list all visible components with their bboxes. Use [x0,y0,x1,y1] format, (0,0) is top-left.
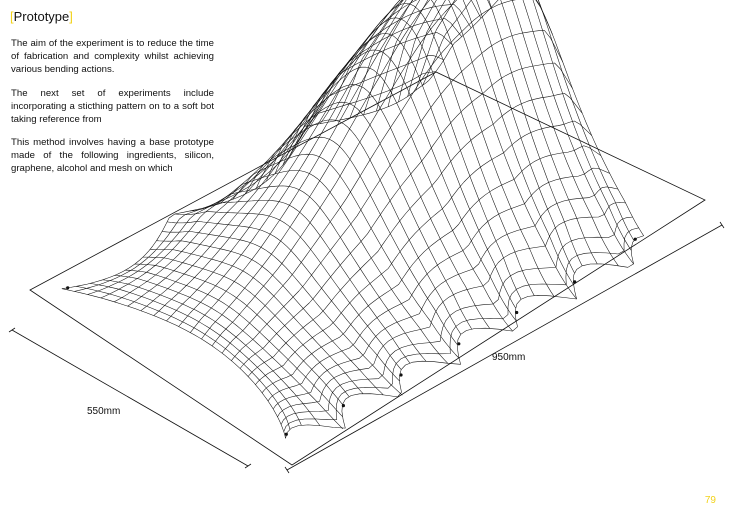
mesh-line [154,0,491,316]
mesh-line [306,3,535,295]
mesh-line [233,154,459,358]
mesh-line [281,217,632,425]
mesh-line [135,264,343,404]
mesh-line [141,0,481,311]
mesh-line [301,18,521,299]
mesh-line [350,0,574,285]
mesh-line [103,280,320,426]
anchor-point [342,404,345,407]
dimension-line-length [285,222,724,473]
mesh-line [162,232,402,396]
mesh-line [219,171,447,364]
mesh-line [256,121,592,385]
length-dimension-label: 950mm [492,352,526,363]
mesh-line [416,0,631,250]
paragraph-method: This method involves having a base prototype made of the following ingredients, silicon, graphene, alcohol and mesh on which [11,137,214,174]
mesh-line [429,0,644,236]
mesh-line [290,50,517,321]
mesh-line [262,146,601,393]
anchor-point [515,311,518,314]
mesh-line [90,283,301,425]
mesh-line [388,0,597,264]
mesh-line [175,212,401,370]
paragraph-aim: The aim of the experiment is to reduce the time of fabrication and complexity whilst achieving various bending actions. [11,38,214,75]
base-plate [30,72,705,465]
width-dimension-label: 550mm [87,406,121,417]
mesh-line [114,19,462,302]
mesh-line [399,0,619,266]
mesh-line [190,0,521,333]
mesh-line [115,276,343,429]
title-bracket-open: [ [10,9,14,24]
anchor-point [634,238,637,241]
mesh-line [74,72,436,292]
anchor-point [573,280,576,283]
paragraph-next-experiments: The next set of experiments include incorporating a sticthing pattern on to a soft bot taking reference from [11,88,214,125]
mesh-line [408,0,634,264]
mesh-line [284,228,639,432]
anchor-point [285,433,288,436]
mesh-line [202,0,533,339]
anchor-point [66,286,69,289]
mesh-line [266,102,471,329]
mesh-line [278,203,626,417]
mesh-canopy [62,0,644,438]
mesh-line [179,0,512,327]
dimension-line-width [9,328,251,468]
mesh-line [240,63,572,369]
mesh-line [364,0,575,273]
title-bracket-close: ] [69,9,73,24]
title-text: Prototype [13,9,70,24]
page-number: 79 [704,495,716,506]
anchor-point [457,342,460,345]
anchor-point [399,373,402,376]
mesh-line [190,200,410,363]
